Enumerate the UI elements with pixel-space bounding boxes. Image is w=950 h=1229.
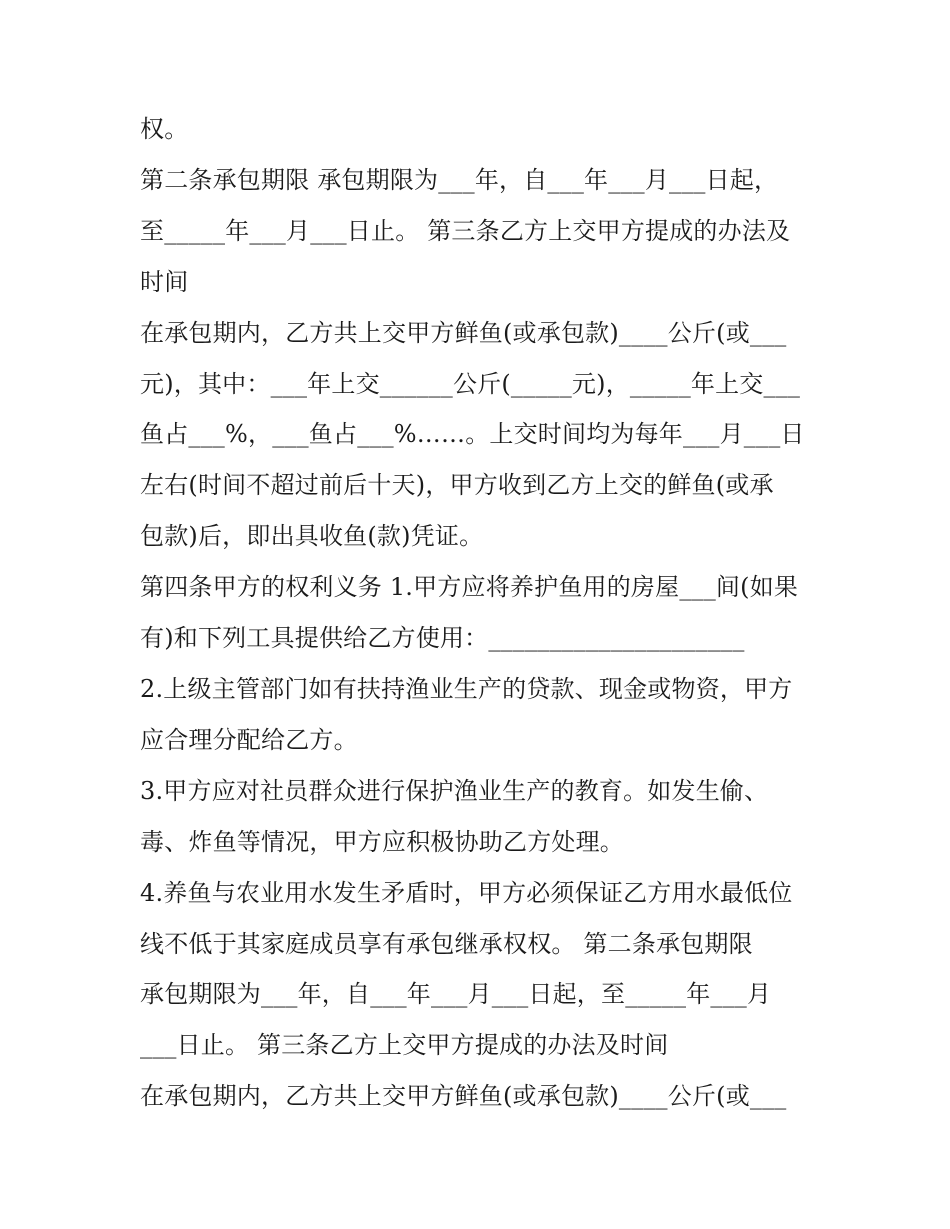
text-line: 3.甲方应对社员群众进行保护渔业生产的教育。如发生偷、 [140, 776, 769, 805]
text-line: 有)和下列工具提供给乙方使用：_____________________ [140, 624, 745, 653]
text-line: 承包期限为___年，自___年___月___日起，至_____年___月 [140, 980, 772, 1009]
text-line: 至_____年___月___日止。 第三条乙方上交甲方提成的办法及 [140, 216, 791, 245]
text-line: 鱼占___%，___鱼占___%……。上交时间均为每年___月___日 [140, 420, 805, 449]
text-line: 第四条甲方的权利义务 1.甲方应将养护鱼用的房屋___间(如果 [140, 573, 799, 602]
text-line: 权。 [140, 115, 189, 143]
text-line: 线不低于其家庭成员享有承包继承权权。 第二条承包期限 [140, 929, 753, 958]
text-line: 元)，其中：___年上交______公斤(_____元)，_____年上交___ [140, 369, 801, 398]
document-body [140, 104, 820, 1122]
text-line: 第二条承包期限 承包期限为___年，自___年___月___日起， [140, 165, 779, 194]
text-line: 4.养鱼与农业用水发生矛盾时，甲方必须保证乙方用水最低位 [140, 878, 793, 907]
text-line: 时间 [140, 267, 189, 296]
text-line: ___日止。 第三条乙方上交甲方提成的办法及时间 [140, 1031, 669, 1060]
text-line: 2.上级主管部门如有扶持渔业生产的贷款、现金或物资，甲方 [140, 674, 793, 703]
text-line: 左右(时间不超过前后十天)，甲方收到乙方上交的鲜鱼(或承 [140, 471, 774, 500]
text-line: 毒、炸鱼等情况，甲方应积极协助乙方处理。 [140, 827, 624, 856]
text-line: 包款)后，即出具收鱼(款)凭证。 [140, 522, 484, 551]
text-line: 应合理分配给乙方。 [140, 725, 358, 754]
text-line: 在承包期内，乙方共上交甲方鲜鱼(或承包款)____公斤(或___ [140, 1082, 787, 1111]
text-line: 在承包期内，乙方共上交甲方鲜鱼(或承包款)____公斤(或___ [140, 318, 787, 347]
